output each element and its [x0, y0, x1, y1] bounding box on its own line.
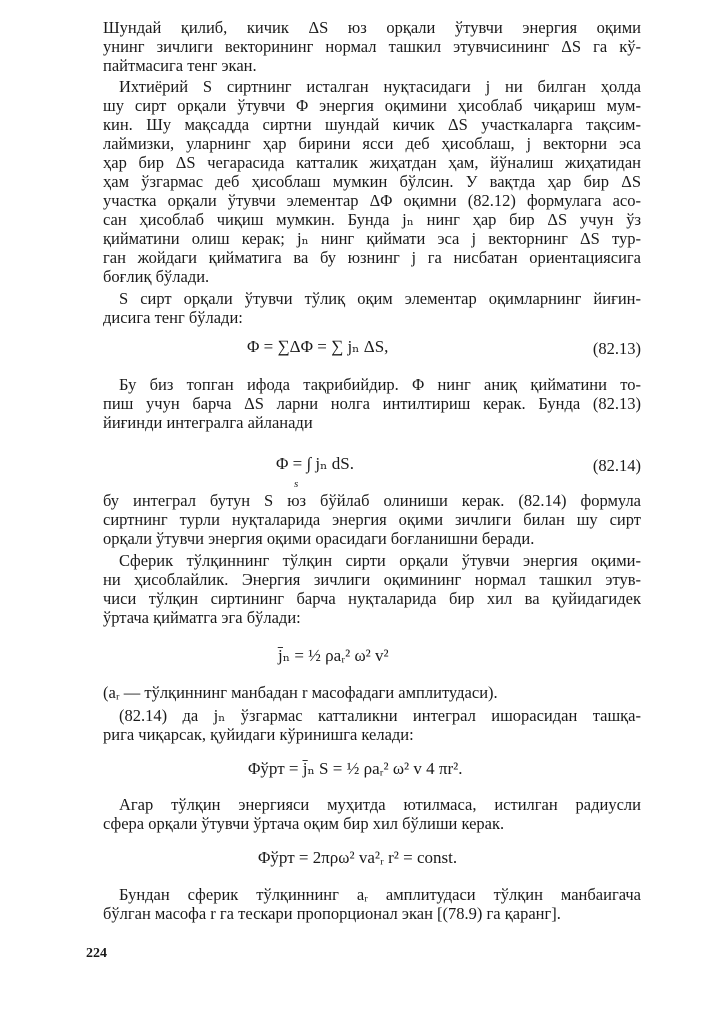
- text-line: участка орқали ўтувчи элементар ΔΦ оқимни (82.12) формулага асо-: [103, 191, 641, 210]
- text-line: чиси тўлқин сиртининг барча нуқталарида бир хил ва қуйидагидек: [103, 589, 641, 608]
- text-line: ўртача қийматга эга бўлади:: [103, 608, 301, 627]
- text-line: ҳар бир ΔS чегарасида катталик жиҳатдан ҳам, йўналиш жиҳатидан: [103, 153, 641, 172]
- text-line: қийматини олиш керак; jₙ нинг қиймати эса j векторнинг ΔS тур-: [103, 229, 641, 248]
- text-line: шу сирт орқали ўтувчи Φ энергия оқимини ҳисоблаб чиқариш мум-: [103, 96, 641, 115]
- text-line: лаймизки, уларнинг ҳар бирини ясси деб ҳисоблаш, j векторни эса: [103, 134, 641, 153]
- integral-subscript: s: [294, 478, 299, 490]
- text-line: Бундан сферик тўлқиннинг aᵣ амплитудаси тўлқин манбаигача: [119, 885, 641, 904]
- text-line: орқали ўтувчи энергия оқими орасидаги боғланишни беради.: [103, 529, 535, 548]
- formula-mean-flux-density: j̄ₙ = ½ ρaᵣ² ω² v²: [278, 646, 389, 665]
- formula-82-13: Φ = ∑ΔΦ = ∑ jₙ ΔS,: [247, 337, 389, 356]
- text-line: унинг зичлиги векторининг нормал ташкил этувчисининг ΔS га кў-: [103, 37, 641, 56]
- paragraph-2: [103, 77, 641, 286]
- page-number: 224: [86, 946, 107, 961]
- text-line: ҳам ўзгармас деб ҳисоблаш мумкин бўлсин. У вақтда ҳар бир ΔS: [103, 172, 641, 191]
- equation-number: (82.14): [592, 456, 641, 475]
- text-line: Сферик тўлқиннинг тўлқин сирти орқали ўтувчи энергия оқими-: [119, 551, 641, 570]
- text-line: Шундай қилиб, кичик ΔS юз орқали ўтувчи энергия оқими: [103, 18, 641, 37]
- paragraph-6: [103, 551, 641, 627]
- text-line: сан ҳисоблаб чиқиш мумкин. Бунда jₙ нинг ҳар бир ΔS учун ўз: [103, 210, 641, 229]
- text-line: S сирт орқали ўтувчи тўлиқ оқим элементар оқимларнинг йиғин-: [119, 289, 641, 308]
- text-line: рига чиқарсак, қуйидаги кўринишга келади:: [103, 725, 414, 744]
- text-line: ган жойдаги қийматига ва бу юзнинг j га нисбатан ориентациясига: [103, 248, 641, 267]
- text-line: пиш учун барча ΔS ларни нолга интилтириш керак. Бунда (82.13): [103, 394, 641, 413]
- paragraph-7: [103, 683, 641, 702]
- formula-mean-flux: Φўрт = j̄ₙ S = ½ ρaᵣ² ω² v 4 πr².: [248, 759, 463, 778]
- text-line: (aᵣ — тўлқиннинг манбадан r масофадаги амплитудаси).: [103, 683, 498, 702]
- paragraph-8: [103, 706, 641, 744]
- paragraph-4: [103, 375, 641, 432]
- formula-82-14: Φ = ∫ jₙ dS.: [276, 454, 354, 473]
- paragraph-1: [103, 18, 641, 75]
- text-line: Агар тўлқин энергияси муҳитда ютилмаса, истилган радиусли: [119, 795, 641, 814]
- paragraph-3: [103, 289, 641, 327]
- text-line: йиғинди интегралга айланади: [103, 413, 313, 432]
- text-line: сфера орқали ўтувчи ўртача оқим бир хил бўлиши керак.: [103, 814, 505, 833]
- text-line: сиртнинг турли нуқталарида энергия оқими зичлиги билан шу сирт: [103, 510, 641, 529]
- text-line: дисига тенг бўлади:: [103, 308, 243, 327]
- text-line: бўлган масофа r га тескари пропорционал экан [(78.9) га қаранг].: [103, 904, 561, 923]
- text-line: боғлиқ бўлади.: [103, 267, 210, 286]
- paragraph-5: [103, 491, 641, 548]
- text-line: Бу биз топган ифода тақрибийдир. Φ нинг аниқ қийматини то-: [119, 375, 641, 394]
- text-line: ни ҳисоблайлик. Энергия зичлиги оқимининг нормал ташкил этув-: [103, 570, 641, 589]
- text-line: бу интеграл бутун S юз бўйлаб олиниши керак. (82.14) формула: [103, 491, 641, 510]
- equation-number: (82.13): [592, 339, 641, 358]
- text-line: кин. Шу мақсадда сиртни шундай кичик ΔS участкаларга тақсим-: [103, 115, 641, 134]
- paragraph-10: [103, 885, 641, 923]
- formula-const-flux: Φўрт = 2πρω² va²ᵣ r² = const.: [258, 848, 458, 867]
- text-line: пайтмасига тенг экан.: [103, 56, 257, 75]
- text-line: (82.14) да jₙ ўзгармас катталикни интеграл ишорасидан ташқа-: [119, 706, 641, 725]
- text-line: Ихтиёрий S сиртнинг исталган нуқтасидаги j ни билган ҳолда: [119, 77, 641, 96]
- paragraph-9: [103, 795, 641, 833]
